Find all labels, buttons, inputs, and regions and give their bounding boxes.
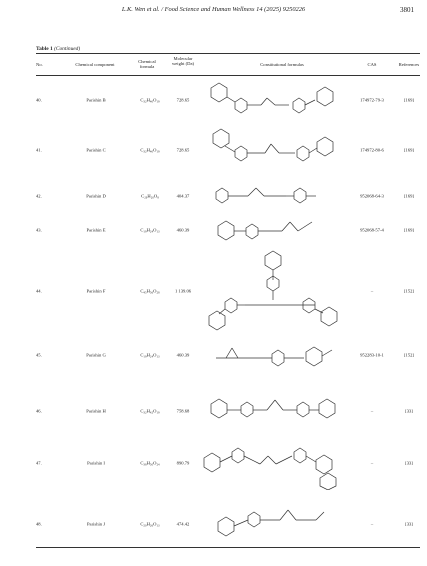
row-cas: 952068-64-3: [360, 193, 384, 199]
row-cas: –: [370, 288, 374, 294]
structure-parishin-i: [200, 440, 350, 490]
row-component: Parishin E: [86, 227, 106, 233]
table-top-rule: [36, 53, 420, 54]
row-mw: 728.65: [176, 147, 190, 153]
row-mw: 728.65: [176, 97, 190, 103]
row-mw: 474.42: [176, 521, 190, 527]
row-component: Parishin I: [87, 460, 105, 466]
row-component: Parishin C: [86, 147, 106, 153]
row-cas: 174972-79-3: [360, 97, 384, 103]
row-mw: 758.68: [176, 408, 190, 414]
row-formula: C₂₀H₂₀O₈: [141, 193, 159, 199]
row-formula: C₁₉H₂₄O₁₃: [140, 352, 160, 358]
structure-parishin-c: [205, 126, 345, 172]
row-ref: [169]: [404, 193, 414, 199]
row-ref: [169]: [404, 97, 414, 103]
row-formula: C₃₂H₄₂O₁₉: [140, 408, 160, 414]
structure-parishin-d: [212, 180, 332, 212]
row-component: Parishin D: [86, 193, 106, 199]
row-component: Parishin H: [86, 408, 106, 414]
row-cas: –: [370, 408, 374, 414]
row-cas: –: [370, 521, 374, 527]
row-component: Parishin G: [86, 352, 106, 358]
row-ref: [152]: [404, 352, 414, 358]
row-formula: C₂₀H₂₆O₁₃: [140, 521, 160, 527]
header-references: References: [398, 62, 420, 67]
row-formula: C₃₂H₄₀O₁₉: [140, 97, 160, 103]
row-formula: C₃₂H₄₀O₁₉: [140, 147, 160, 153]
header-no: No.: [36, 62, 43, 67]
row-ref: [33]: [405, 408, 413, 414]
row-no: 42.: [36, 193, 42, 199]
row-no: 41.: [36, 147, 42, 153]
row-no: 44.: [36, 288, 42, 294]
row-mw: 1 139.06: [174, 288, 192, 294]
header-structure: Constitutional formulas: [260, 62, 304, 67]
journal-citation: L.K. Wen et al. / Food Science and Human Wellness 14 (2025) 9250226: [121, 6, 306, 13]
row-no: 40.: [36, 97, 42, 103]
structure-parishin-j: [212, 500, 342, 544]
row-no: 46.: [36, 408, 42, 414]
row-ref: [33]: [405, 521, 413, 527]
table-header-rule: [36, 75, 420, 76]
running-header: [0, 6, 427, 20]
row-component: Parishin J: [87, 521, 105, 527]
row-cas: 174972-80-6: [360, 147, 384, 153]
header-formula: Chemical formula: [138, 59, 156, 70]
row-component: Parishin F: [86, 288, 106, 294]
row-mw: 890.79: [176, 460, 190, 466]
row-formula: C₃₈H₅₀O₂₄: [140, 460, 160, 466]
row-no: 43.: [36, 227, 42, 233]
page-number: 3801: [400, 6, 414, 14]
structure-parishin-g: [212, 332, 342, 378]
structure-parishin-f: [205, 250, 345, 332]
row-formula: C₁₉H₂₄O₁₃: [140, 227, 160, 233]
row-no: 47.: [36, 460, 42, 466]
row-formula: C₄₅H₅₆O₂₈: [140, 288, 160, 294]
row-mw: 404.37: [176, 193, 190, 199]
row-cas: 952068-57-4: [360, 227, 384, 233]
table-label: Table 1: [36, 46, 53, 52]
row-ref: [33]: [405, 460, 413, 466]
table-caption: [36, 46, 80, 52]
row-cas: –: [370, 460, 374, 466]
row-ref: [152]: [404, 288, 414, 294]
row-no: 48.: [36, 521, 42, 527]
row-ref: [169]: [404, 147, 414, 153]
header-cas: CAS: [367, 62, 377, 67]
row-mw: 460.39: [176, 352, 190, 358]
row-ref: [169]: [404, 227, 414, 233]
structure-parishin-b: [205, 78, 345, 124]
header-mw: Molecular weight (Da): [171, 56, 195, 67]
row-cas: 952283-10-1: [360, 352, 384, 358]
row-no: 45.: [36, 352, 42, 358]
row-component: Parishin B: [86, 97, 106, 103]
structure-parishin-h: [205, 388, 345, 432]
row-mw: 460.39: [176, 227, 190, 233]
table-caption-suffix: (Continued): [54, 46, 81, 52]
table-bottom-rule: [36, 547, 420, 548]
structure-parishin-e: [212, 212, 332, 248]
header-component: Chemical component: [75, 62, 115, 67]
